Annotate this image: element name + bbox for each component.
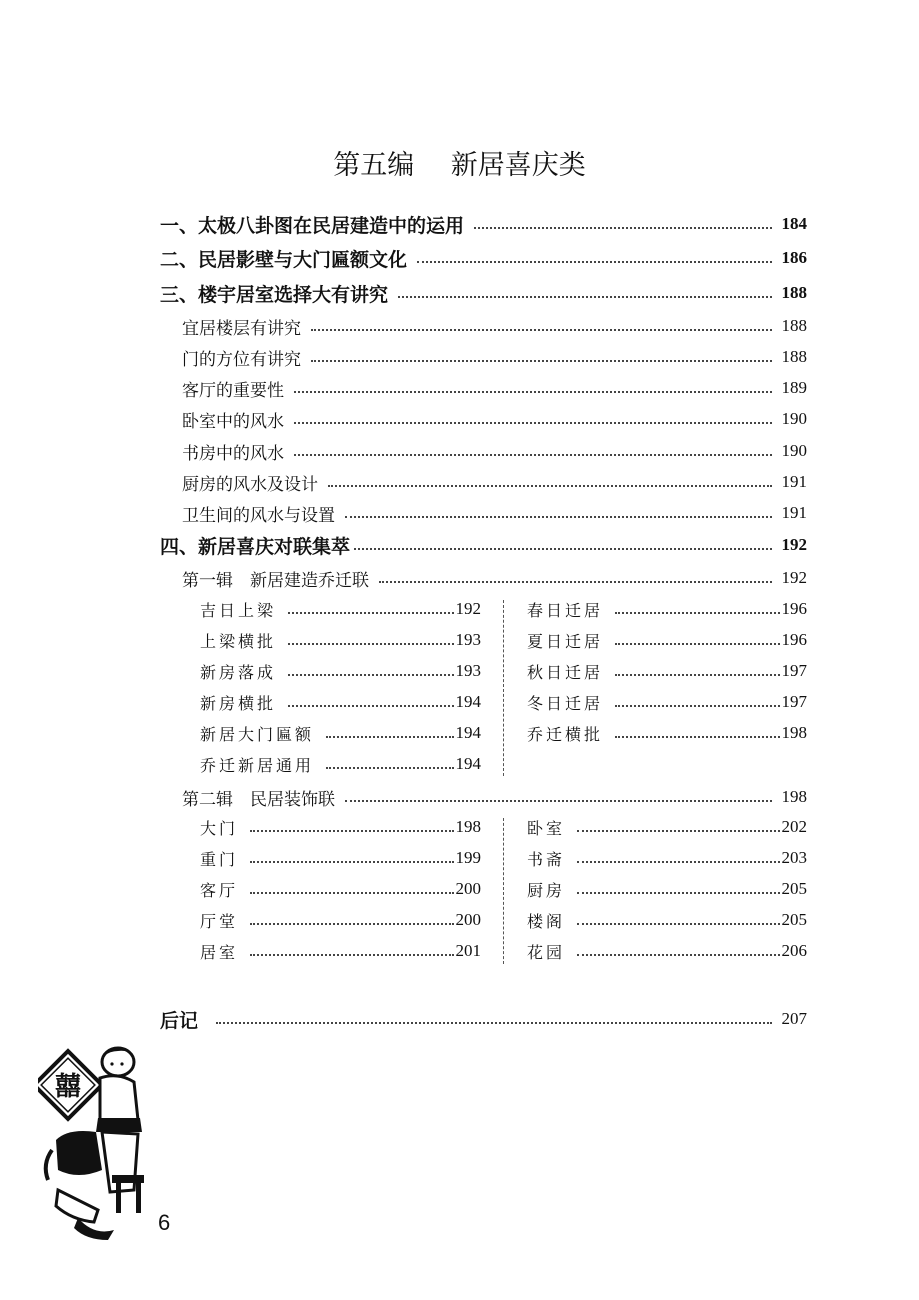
toc-collection-2[interactable] (182, 783, 807, 811)
toc-entry-label: 居室 (200, 942, 239, 962)
dot-leader (216, 1021, 771, 1024)
dot-leader (311, 359, 772, 362)
toc-page-number: 200 (455, 879, 481, 898)
toc-entry-label: 花园 (527, 942, 566, 962)
dot-leader (288, 611, 453, 614)
toc-entry-label: 吉日上梁 (200, 600, 277, 620)
dot-leader (328, 484, 772, 487)
toc-subentry[interactable] (182, 374, 807, 402)
toc-entry-label: 新房落成 (200, 662, 277, 682)
toc-entry-label: 重门 (200, 849, 239, 869)
toc-entry-label: 楼阁 (527, 911, 566, 931)
toc-page-number: 197 (781, 661, 807, 680)
couplet-entry[interactable] (200, 751, 481, 777)
toc-entry-section-3[interactable] (160, 279, 807, 307)
couplet-entry[interactable] (200, 596, 481, 622)
couplet-entry[interactable] (200, 938, 481, 964)
toc-page-number: 203 (781, 848, 807, 867)
dot-leader (379, 580, 772, 583)
double-happiness-child-icon (38, 1040, 148, 1240)
toc-page-number: 186 (781, 248, 807, 267)
toc-page-number: 194 (455, 692, 481, 711)
toc-page-number: 189 (781, 378, 807, 397)
couplet-entry[interactable] (527, 627, 807, 653)
couplet-entry[interactable] (200, 876, 481, 902)
toc-entry-label: 书斋 (527, 849, 566, 869)
chapter-title (0, 143, 919, 182)
toc-entry-label: 厨房的风水及设计 (182, 474, 318, 495)
dot-leader (250, 922, 453, 925)
toc-entry-label: 冬日迁居 (527, 693, 604, 713)
toc-entry-label: 大门 (200, 818, 239, 838)
toc-entry-label: 春日迁居 (527, 600, 604, 620)
toc-page-number: 194 (455, 754, 481, 773)
toc-entry-section-2[interactable] (160, 244, 807, 272)
dot-leader (250, 891, 453, 894)
dot-leader (577, 829, 779, 832)
toc-subentry[interactable] (182, 312, 807, 340)
column-divider (503, 600, 504, 776)
toc-page-number: 192 (455, 599, 481, 618)
dot-leader (294, 390, 772, 393)
toc-entry-label: 上梁横批 (200, 631, 277, 651)
couplet-entry[interactable] (200, 720, 481, 746)
dot-leader (615, 611, 779, 614)
couplet-entry[interactable] (527, 720, 807, 746)
toc-entry-section-1[interactable] (160, 210, 807, 238)
toc-page-number: 191 (781, 472, 807, 491)
dot-leader (417, 260, 771, 263)
toc-page-number: 206 (781, 941, 807, 960)
toc-page-number: 188 (781, 283, 807, 302)
toc-entry-label: 夏日迁居 (527, 631, 604, 651)
couplet-entry[interactable] (527, 596, 807, 622)
dot-leader (250, 860, 453, 863)
couplet-entry[interactable] (527, 814, 807, 840)
dot-leader (615, 704, 779, 707)
couplet-entry[interactable] (200, 627, 481, 653)
dot-leader (615, 735, 779, 738)
toc-page-number: 193 (455, 661, 481, 680)
toc-entry-label: 新房横批 (200, 693, 277, 713)
toc-entry-label: 后记 (160, 1009, 199, 1032)
dot-leader (615, 673, 779, 676)
couplet-entry[interactable] (527, 876, 807, 902)
toc-page-number: 198 (455, 817, 481, 836)
couplet-entry[interactable] (527, 658, 807, 684)
double-happiness-glyph: 囍 (54, 1072, 82, 1102)
toc-subentry[interactable] (182, 468, 807, 496)
couplet-entry[interactable] (527, 845, 807, 871)
dot-leader (288, 704, 453, 707)
couplet-entry[interactable] (200, 658, 481, 684)
toc-entry-label: 卧室中的风水 (182, 411, 284, 432)
dot-leader (345, 515, 772, 518)
toc-page-number: 198 (781, 723, 807, 742)
couplet-entry[interactable] (527, 907, 807, 933)
dot-leader (294, 421, 772, 424)
toc-page-number: 205 (781, 879, 807, 898)
toc-page-number: 192 (781, 535, 807, 554)
couplet-entry[interactable] (527, 689, 807, 715)
toc-entry-label: 厅堂 (200, 911, 239, 931)
toc-entry-label: 新居大门匾额 (200, 724, 315, 744)
couplet-entry[interactable] (200, 845, 481, 871)
toc-page-number: 207 (781, 1009, 807, 1028)
chapter-number: 第五编 (333, 150, 415, 181)
toc-page-number: 198 (781, 787, 807, 806)
dot-leader (326, 766, 453, 769)
dot-leader (294, 453, 772, 456)
toc-page-number: 196 (781, 599, 807, 618)
dot-leader (326, 735, 453, 738)
toc-entry-afterword[interactable] (160, 1005, 807, 1033)
toc-page-number: 205 (781, 910, 807, 929)
toc-page-number: 190 (781, 409, 807, 428)
toc-page-number: 197 (781, 692, 807, 711)
page-number: 6 (158, 1210, 171, 1235)
toc-entry-label: 厨房 (527, 880, 566, 900)
toc-entry-label: 三、楼宇居室选择大有讲究 (160, 283, 389, 306)
toc-subentry[interactable] (182, 499, 807, 527)
dot-leader (250, 953, 453, 956)
toc-entry-label: 第二辑 民居装饰联 (182, 789, 335, 810)
chapter-name: 新居喜庆类 (450, 150, 586, 181)
toc-page-number: 191 (781, 503, 807, 522)
toc-entry-label: 门的方位有讲究 (182, 349, 301, 370)
toc-entry-label: 四、新居喜庆对联集萃 (160, 535, 351, 558)
toc-entry-label: 一、太极八卦图在民居建造中的运用 (160, 214, 465, 237)
toc-entry-label: 客厅的重要性 (182, 380, 284, 401)
column-divider (503, 818, 504, 964)
dot-leader (250, 829, 453, 832)
dot-leader (311, 328, 772, 331)
toc-collection-1[interactable] (182, 564, 807, 592)
dot-leader (288, 673, 453, 676)
dot-leader (577, 891, 779, 894)
toc-page-number: 184 (781, 214, 807, 233)
toc-entry-label: 乔迁新居通用 (200, 755, 315, 775)
couplet-entry[interactable] (200, 907, 481, 933)
toc-entry-label: 第一辑 新居建造乔迁联 (182, 570, 369, 591)
toc-page-number: 194 (455, 723, 481, 742)
dot-leader (345, 799, 772, 802)
dot-leader (288, 642, 453, 645)
toc-entry-label: 秋日迁居 (527, 662, 604, 682)
toc-page-number: 190 (781, 441, 807, 460)
toc-page-number: 192 (781, 568, 807, 587)
dot-leader (577, 953, 779, 956)
couplet-entry[interactable] (527, 938, 807, 964)
toc-entry-label: 卫生间的风水与设置 (182, 505, 335, 526)
toc-entry-label: 宜居楼层有讲究 (182, 318, 301, 339)
toc-subentry[interactable] (182, 437, 807, 465)
dot-leader (577, 922, 779, 925)
toc-page-number: 200 (455, 910, 481, 929)
toc-entry-label: 客厅 (200, 880, 239, 900)
couplet-entry[interactable] (200, 689, 481, 715)
dot-leader (354, 547, 771, 550)
dot-leader (577, 860, 779, 863)
toc-entry-label: 书房中的风水 (182, 443, 284, 464)
toc-page-number: 196 (781, 630, 807, 649)
dot-leader (398, 295, 771, 298)
toc-subentry[interactable] (182, 405, 807, 433)
toc-subentry[interactable] (182, 343, 807, 371)
toc-page-number: 201 (455, 941, 481, 960)
toc-entry-label: 卧室 (527, 818, 566, 838)
toc-page-number: 188 (781, 316, 807, 335)
toc-page-number: 188 (781, 347, 807, 366)
toc-page-number: 202 (781, 817, 807, 836)
couplet-entry[interactable] (200, 814, 481, 840)
dot-leader (474, 226, 771, 229)
toc-entry-label: 二、民居影壁与大门匾额文化 (160, 248, 408, 271)
toc-page-number: 199 (455, 848, 481, 867)
toc-page-number: 193 (455, 630, 481, 649)
toc-entry-section-4[interactable] (160, 531, 807, 559)
dot-leader (615, 642, 779, 645)
toc-entry-label: 乔迁横批 (527, 724, 604, 744)
